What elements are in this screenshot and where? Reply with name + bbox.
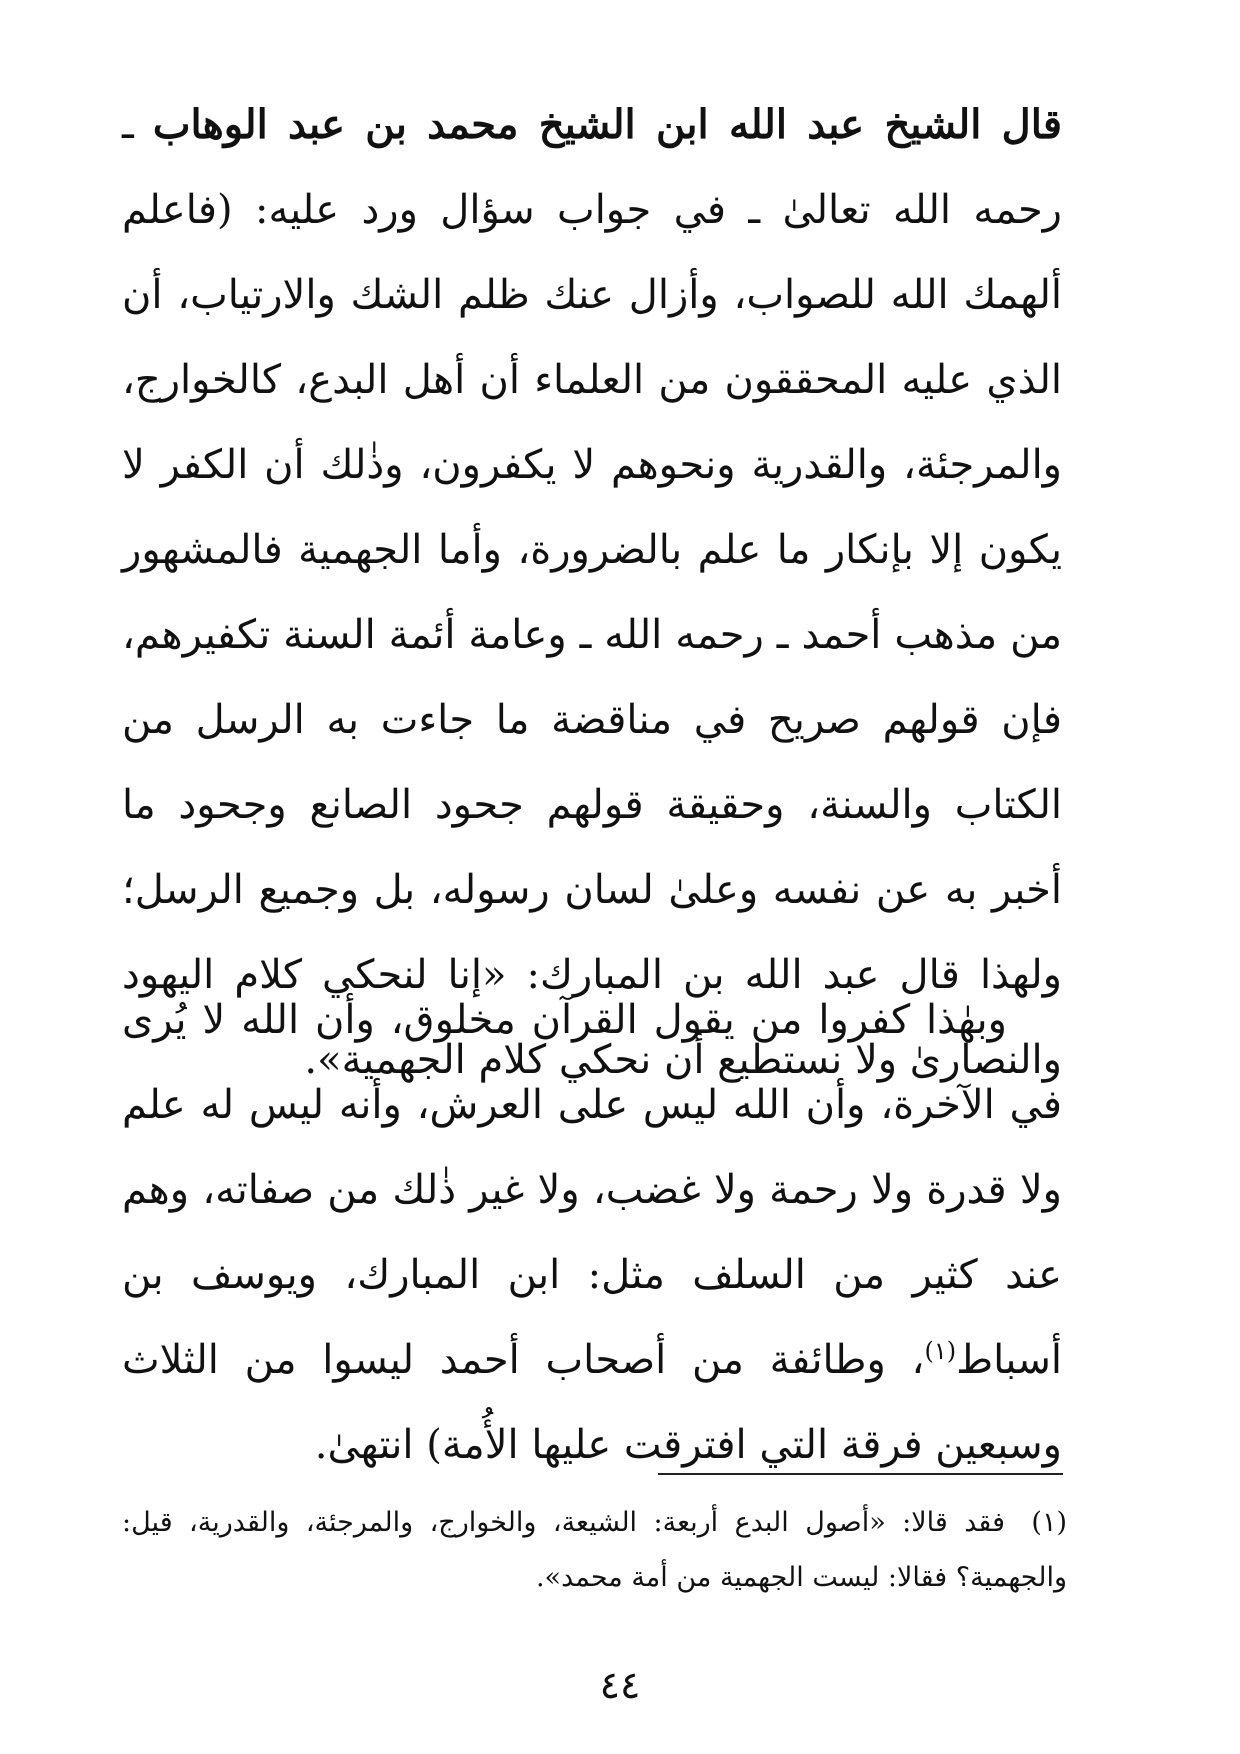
paragraph-lead-bold: قال الشيخ عبد الله ابن الشيخ محمد بن عبد الوهاب bbox=[152, 101, 1063, 148]
paragraph-text-before-reference: وبهٰذا كفروا من يقول القرآن مخلوق، وأن الله لا يُرى في الآخرة، وأن الله ليس على العرش، وأنه ليس له علم ولا قدرة ولا رحمة ولا غضب، ولا غير ذٰلك من صفاته، وهم عند كثير من السلف مثل: ابن المبارك، ويوسف بن أسباط bbox=[122, 997, 1062, 1383]
main-paragraph-1 bbox=[122, 82, 1062, 1103]
page-number: ٤٤ bbox=[599, 1663, 641, 1707]
paragraph-text-after-reference: ، وطائفة من أصحاب أحمد ليسوا من الثلاث وسبعين فرقة التي افترقت عليها الأُمة) انتهىٰ. bbox=[122, 1337, 1062, 1468]
footnote bbox=[122, 1495, 1067, 1605]
main-paragraph-2 bbox=[122, 978, 1062, 1488]
paragraph-body: ـ رحمه الله تعالىٰ ـ في جواب سؤال ورد عليه: (فاعلم ألهمك الله للصواب، وأزال عنك ظلم الشك والارتياب، أن الذي عليه المحققون من العلماء أن أهل البدع، كالخوارج، والمرجئة، والقدرية ونحوهم لا يكفرون، وذٰلك أن الكفر لا يكون إلا بإنكار ما علم بالضرورة، وأما الجهمية فالمشهور من مذهب أحمد ـ رحمه الله ـ وعامة أئمة السنة تكفيرهم، فإن قولهم صريح في مناقضة ما جاءت به الرسل من الكتاب والسنة، وحقيقة قولهم جحود الصانع وجحود ما أخبر به عن نفسه وعلىٰ لسان رسوله، بل وجميع الرسل؛ ولهذا قال عبد الله بن المبارك: «إنا لنحكي كلام اليهود والنصارىٰ ولا نستطيع أن نحكي كلام الجهمية». bbox=[122, 102, 1062, 1083]
footnote-text: فقد قالا: «أصول البدع أربعة: الشيعة، والخوارج، والمرجئة، والقدرية، قيل: والجهمية؟ فقالا: ليست الجهمية من أمة محمد». bbox=[122, 1507, 1067, 1593]
footnote-reference-marker: (١) bbox=[924, 1337, 957, 1365]
footnote-separator-line bbox=[658, 1473, 1063, 1475]
footnote-number: (١) bbox=[1031, 1507, 1067, 1538]
